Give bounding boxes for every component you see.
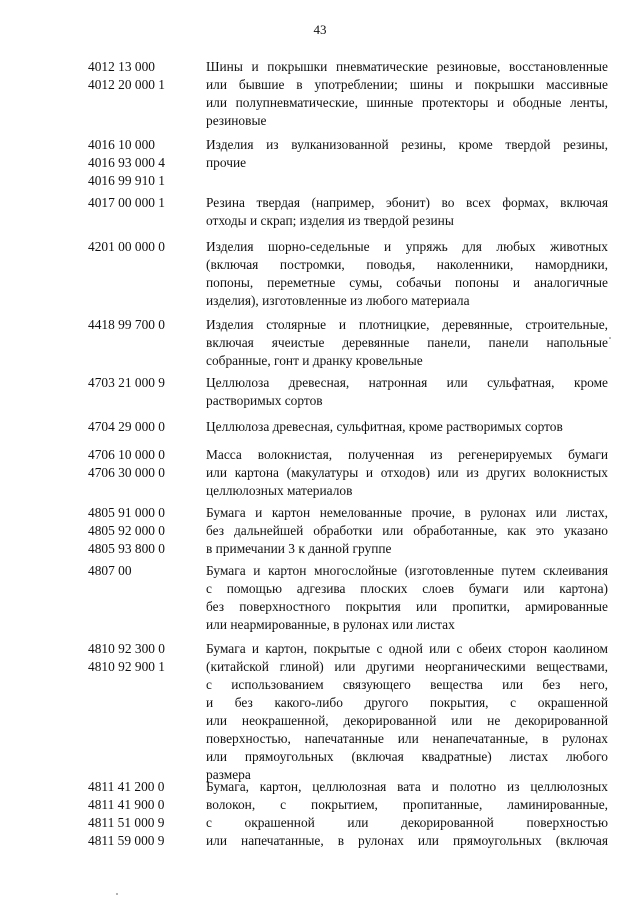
description-line: отходы и скрап; изделия из твердой резины (206, 213, 454, 228)
description-line: собранные, гонт и дранку кровельные (206, 353, 423, 368)
tariff-description (206, 640, 608, 784)
tariff-code: 4810 92 300 0 (88, 641, 165, 656)
tariff-code: 4706 30 000 0 (88, 465, 165, 480)
tariff-code: 4704 29 000 0 (88, 419, 165, 434)
description-line: или прямоугольных (включая квадратные) листах любого (206, 749, 608, 764)
tariff-description (206, 778, 608, 850)
tariff-codes (88, 58, 206, 94)
tariff-entry (88, 194, 608, 230)
tariff-entry (88, 446, 608, 500)
tariff-codes (88, 562, 206, 580)
tariff-description (206, 374, 608, 410)
tariff-codes (88, 136, 206, 190)
description-line: резиновые (206, 113, 267, 128)
tariff-entry (88, 58, 608, 130)
description-line: или бывшие в употреблении; шины и покрышки массивные (206, 77, 608, 92)
tariff-description (206, 446, 608, 500)
tariff-code: 4706 10 000 0 (88, 447, 165, 462)
description-line: Бумага и картон немелованные прочие, в рулонах или листах, (206, 505, 608, 520)
description-line: Целлюлоза древесная, натронная или сульфатная, кроме (206, 375, 608, 390)
description-line: прочие (206, 155, 247, 170)
tariff-code: 4807 00 (88, 563, 132, 578)
tariff-code: 4016 93 000 4 (88, 155, 165, 170)
tariff-entry (88, 136, 608, 190)
tariff-entry (88, 562, 608, 634)
tariff-description (206, 58, 608, 130)
tariff-entry (88, 238, 608, 310)
tariff-description (206, 136, 608, 172)
tariff-entry (88, 778, 608, 850)
description-line: в примечании 3 к данной группе (206, 541, 392, 556)
description-line: целлюлозных материалов (206, 483, 353, 498)
description-line: и без какого-либо другого покрытия, с окрашенной (206, 695, 608, 710)
description-line: без дальнейшей обработки или обработанные, как это указано (206, 523, 608, 538)
description-line: или напечатанные, в рулонах или прямоугольных (включая (206, 833, 608, 848)
tariff-description (206, 418, 608, 436)
tariff-entry (88, 504, 608, 558)
tariff-description (206, 316, 608, 370)
tariff-code: 4805 91 000 0 (88, 505, 165, 520)
tariff-code: 4811 41 900 0 (88, 797, 165, 812)
description-line: Бумага, картон, целлюлозная вата и полотно из целлюлозных (206, 779, 608, 794)
tariff-entry (88, 418, 608, 436)
description-line: или полупневматические, шинные протекторы и ободные ленты, (206, 95, 608, 110)
tariff-codes (88, 504, 206, 558)
description-line: (включая постромки, поводья, наколенники, намордники, (206, 257, 608, 272)
tariff-code: 4805 92 000 0 (88, 523, 165, 538)
description-line: Изделия столярные и плотницкие, деревянные, строительные, (206, 317, 608, 332)
tariff-code: 4810 92 900 1 (88, 659, 165, 674)
tariff-entry (88, 374, 608, 410)
tariff-codes (88, 374, 206, 392)
description-line: или неокрашенной, декорированной или не декорированной (206, 713, 608, 728)
description-line: Бумага и картон многослойные (изготовленные путем склеивания (206, 563, 608, 578)
tariff-codes (88, 418, 206, 436)
tariff-description (206, 504, 608, 558)
description-line: попоны, переметные сумы, собачьи попоны и аналогичные (206, 275, 608, 290)
tariff-codes (88, 194, 206, 212)
tariff-code: 4017 00 000 1 (88, 195, 165, 210)
description-line: Шины и покрышки пневматические резиновые, восстановленные (206, 59, 608, 74)
description-line: с окрашенной или декорированной поверхностью (206, 815, 608, 830)
description-line: растворимых сортов (206, 393, 323, 408)
description-line: Бумага и картон, покрытые с одной или с обеих сторон каолином (206, 641, 608, 656)
description-line: Резина твердая (например, эбонит) во всех формах, включая (206, 195, 608, 210)
tariff-code: 4016 99 910 1 (88, 173, 165, 188)
tariff-description (206, 238, 608, 310)
tariff-entry (88, 640, 608, 784)
description-line: (китайской глиной) или другими неорганическими веществами, (206, 659, 608, 674)
description-line: с помощью адгезива плоских слоев бумаги или картона) (206, 581, 608, 596)
tariff-codes (88, 446, 206, 482)
tariff-code: 4418 99 700 0 (88, 317, 165, 332)
description-line: без поверхностного покрытия или пропитки, армированные (206, 599, 608, 614)
tariff-codes (88, 778, 206, 850)
description-line: Масса волокнистая, полученная из регенерируемых бумаги (206, 447, 608, 462)
page-number: 43 (313, 22, 327, 37)
tariff-code: 4811 41 200 0 (88, 779, 165, 794)
description-line: волокон, с покрытием, пропитанные, ламинированные, (206, 797, 608, 812)
description-line: изделия), изготовленные из любого материала (206, 293, 470, 308)
tariff-codes (88, 238, 206, 256)
tariff-description (206, 562, 608, 634)
tariff-code: 4811 59 000 9 (88, 833, 165, 848)
tariff-code: 4811 51 000 9 (88, 815, 165, 830)
description-line: Целлюлоза древесная, сульфитная, кроме растворимых сортов (206, 419, 563, 434)
description-line: или картона (макулатуры и отходов) или из других волокнистых (206, 465, 608, 480)
description-line: включая ячеистые деревянные панели, панели напольные (206, 335, 608, 350)
description-line: Изделия из вулканизованной резины, кроме твердой резины, (206, 137, 608, 152)
tariff-entry (88, 316, 608, 370)
tariff-codes (88, 316, 206, 334)
scan-speck (609, 337, 611, 339)
tariff-code: 4012 20 000 1 (88, 77, 165, 92)
tariff-code: 4805 93 800 0 (88, 541, 165, 556)
tariff-code: 4201 00 000 0 (88, 239, 165, 254)
scan-speck (116, 893, 118, 895)
tariff-code: 4012 13 000 (88, 59, 155, 74)
description-line: с использованием связующего вещества или без него, (206, 677, 608, 692)
tariff-codes (88, 640, 206, 676)
description-line: поверхностью, напечатанные или ненапечатанные, в рулонах (206, 731, 608, 746)
tariff-description (206, 194, 608, 230)
description-line: или неармированные, в рулонах или листах (206, 617, 455, 632)
tariff-code: 4703 21 000 9 (88, 375, 165, 390)
description-line: размера (206, 767, 251, 782)
description-line: Изделия шорно-седельные и упряжь для любых животных (206, 239, 608, 254)
tariff-code: 4016 10 000 (88, 137, 155, 152)
